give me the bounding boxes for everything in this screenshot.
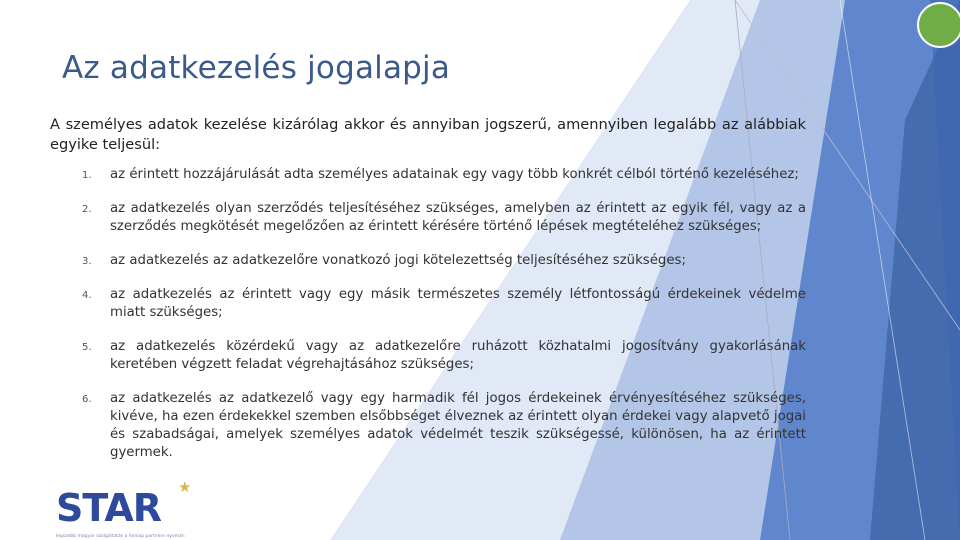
list-item-text: az adatkezelés az adatkezelő vagy egy harmadik fél jogos érdekeinek érvényesítéséhez szükséges, kivéve, ha ezen érdekekkel szemben elsőbbséget élveznek az érintett olyan érdekei vagy alapvető jogai és szabadságai, amelyek személyes adatok védelmét teszik szükségessé, különösen, ha az érintett gyermek. <box>110 391 806 460</box>
slide-title: Az adatkezelés jogalapja <box>62 50 451 86</box>
list-item-number: 6. <box>82 394 92 405</box>
list-item <box>82 200 806 236</box>
list-item-number: 4. <box>82 290 92 301</box>
list-item <box>82 166 806 184</box>
list-item <box>82 338 806 374</box>
list-item-number: 1. <box>82 170 92 181</box>
list-item-number: 2. <box>82 204 92 215</box>
logo-wordmark: STAR <box>56 486 162 530</box>
star-icon: ★ <box>178 478 192 496</box>
list-item-number: 3. <box>82 256 92 267</box>
list-item <box>82 390 806 462</box>
green-circle-icon <box>918 3 960 47</box>
logo-subtitle: legszebb magyar szolgáltatás a honlap partnere nyomán <box>56 534 185 539</box>
list-item <box>82 286 806 322</box>
legal-basis-list <box>82 166 806 462</box>
list-item <box>82 252 806 270</box>
list-item-text: az adatkezelés az érintett vagy egy másik természetes személy létfontosságú érdekeinek védelme miatt szükséges; <box>110 287 806 320</box>
list-item-text: az érintett hozzájárulását adta személyes adatainak egy vagy több konkrét célból történő kezeléséhez; <box>110 167 799 182</box>
intro-paragraph: A személyes adatok kezelése kizárólag akkor és annyiban jogszerű, amennyiben legalább az alábbiak egyike teljesül: <box>50 116 806 153</box>
list-item-number: 5. <box>82 342 92 353</box>
star-logo <box>52 478 202 540</box>
list-item-text: az adatkezelés közérdekű vagy az adatkezelőre ruházott közhatalmi jogosítvány gyakorlásának keretében végzett feladat végrehajtásához szükséges; <box>110 339 806 372</box>
list-item-text: az adatkezelés olyan szerződés teljesítéséhez szükséges, amelyben az érintett az egyik fél, vagy az a szerződés megkötését megelőzően az érintett kérésére történő lépések megtételéhez szükséges; <box>110 201 806 234</box>
list-item-text: az adatkezelés az adatkezelőre vonatkozó jogi kötelezettség teljesítéséhez szükséges; <box>110 253 686 268</box>
